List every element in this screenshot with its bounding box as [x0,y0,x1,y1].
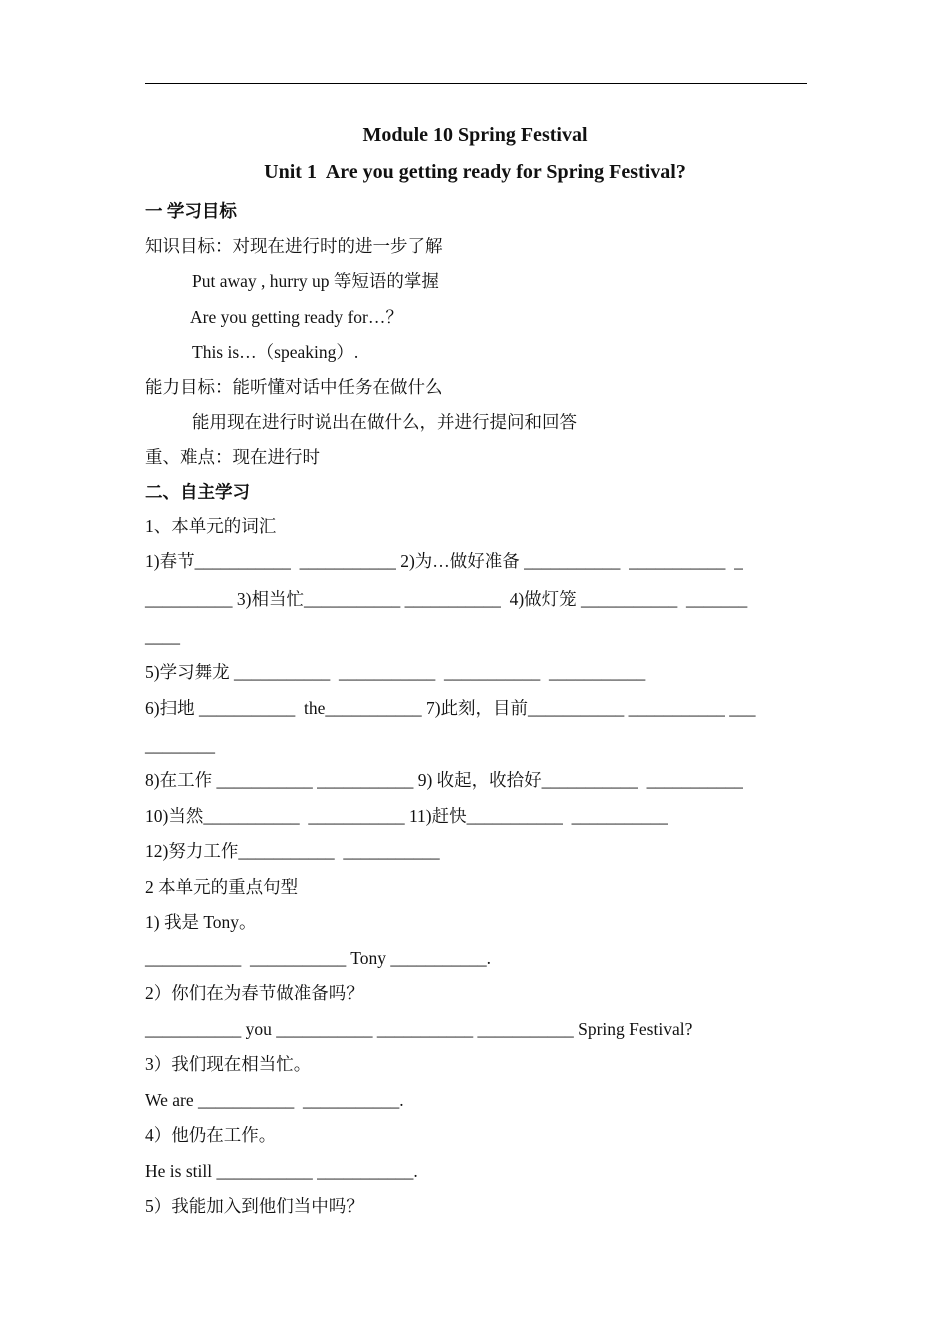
knowledge-item: This is…（speaking）. [192,342,359,362]
sentence-prompt: 5）我能加入到他们当中吗？ [145,1196,364,1216]
ability-goal: 能力目标：能听懂对话中任务在做什么 [145,377,443,397]
sentences-heading: 2 本单元的重点句型 [145,877,299,897]
self-study-heading: 二、自主学习 [145,482,250,502]
vocab-line: 5)学习舞龙 ___________ ___________ ___________ ___________ [145,662,646,682]
sentence-prompt: 3）我们现在相当忙。 [145,1054,312,1074]
sentence-answer: ___________ you ___________ ___________ ___________ Spring Festival? [145,1019,693,1039]
vocab-line: 6)扫地 ___________ the___________ 7)此刻，目前___________ ___________ ___ [145,698,756,718]
vocab-line: 12)努力工作___________ ___________ [145,841,440,861]
module-title: Module 10 Spring Festival [362,124,588,146]
goals-heading: 一 学习目标 [145,201,237,221]
sentence-prompt: 1) 我是 Tony。 [145,912,257,932]
sentence-answer: ___________ ___________ Tony ___________. [145,948,492,968]
knowledge-goal: 知识目标：对现在进行时的进一步了解 [145,236,443,256]
sentence-answer: He is still ___________ ___________. [145,1161,418,1181]
unit-title: Unit 1 Are you getting ready for Spring Festival? [264,161,686,183]
vocab-line: ____ [145,626,180,646]
sentence-prompt: 2）你们在为春节做准备吗？ [145,983,364,1003]
key-points: 重、难点：现在进行时 [145,447,320,467]
vocab-heading: 1、本单元的词汇 [145,516,277,536]
vocab-line: ________ [145,735,215,755]
vocab-line: 8)在工作 ___________ ___________ 9) 收起，收拾好___________ ___________ [145,770,743,790]
header-rule [145,83,807,84]
sentence-answer: We are ___________ ___________. [145,1090,404,1110]
vocab-line: 10)当然___________ ___________ 11)赶快___________ ___________ [145,806,668,826]
vocab-line: __________ 3)相当忙___________ ___________ 4)做灯笼 ___________ _______ [145,589,748,609]
knowledge-item: Put away , hurry up 等短语的掌握 [192,271,439,291]
knowledge-item: Are you getting ready for…？ [190,307,403,327]
ability-item: 能用现在进行时说出在做什么，并进行提问和回答 [192,412,577,432]
vocab-line: 1)春节___________ ___________ 2)为…做好准备 ___________ ___________ _ [145,551,743,571]
sentence-prompt: 4）他仍在工作。 [145,1125,277,1145]
